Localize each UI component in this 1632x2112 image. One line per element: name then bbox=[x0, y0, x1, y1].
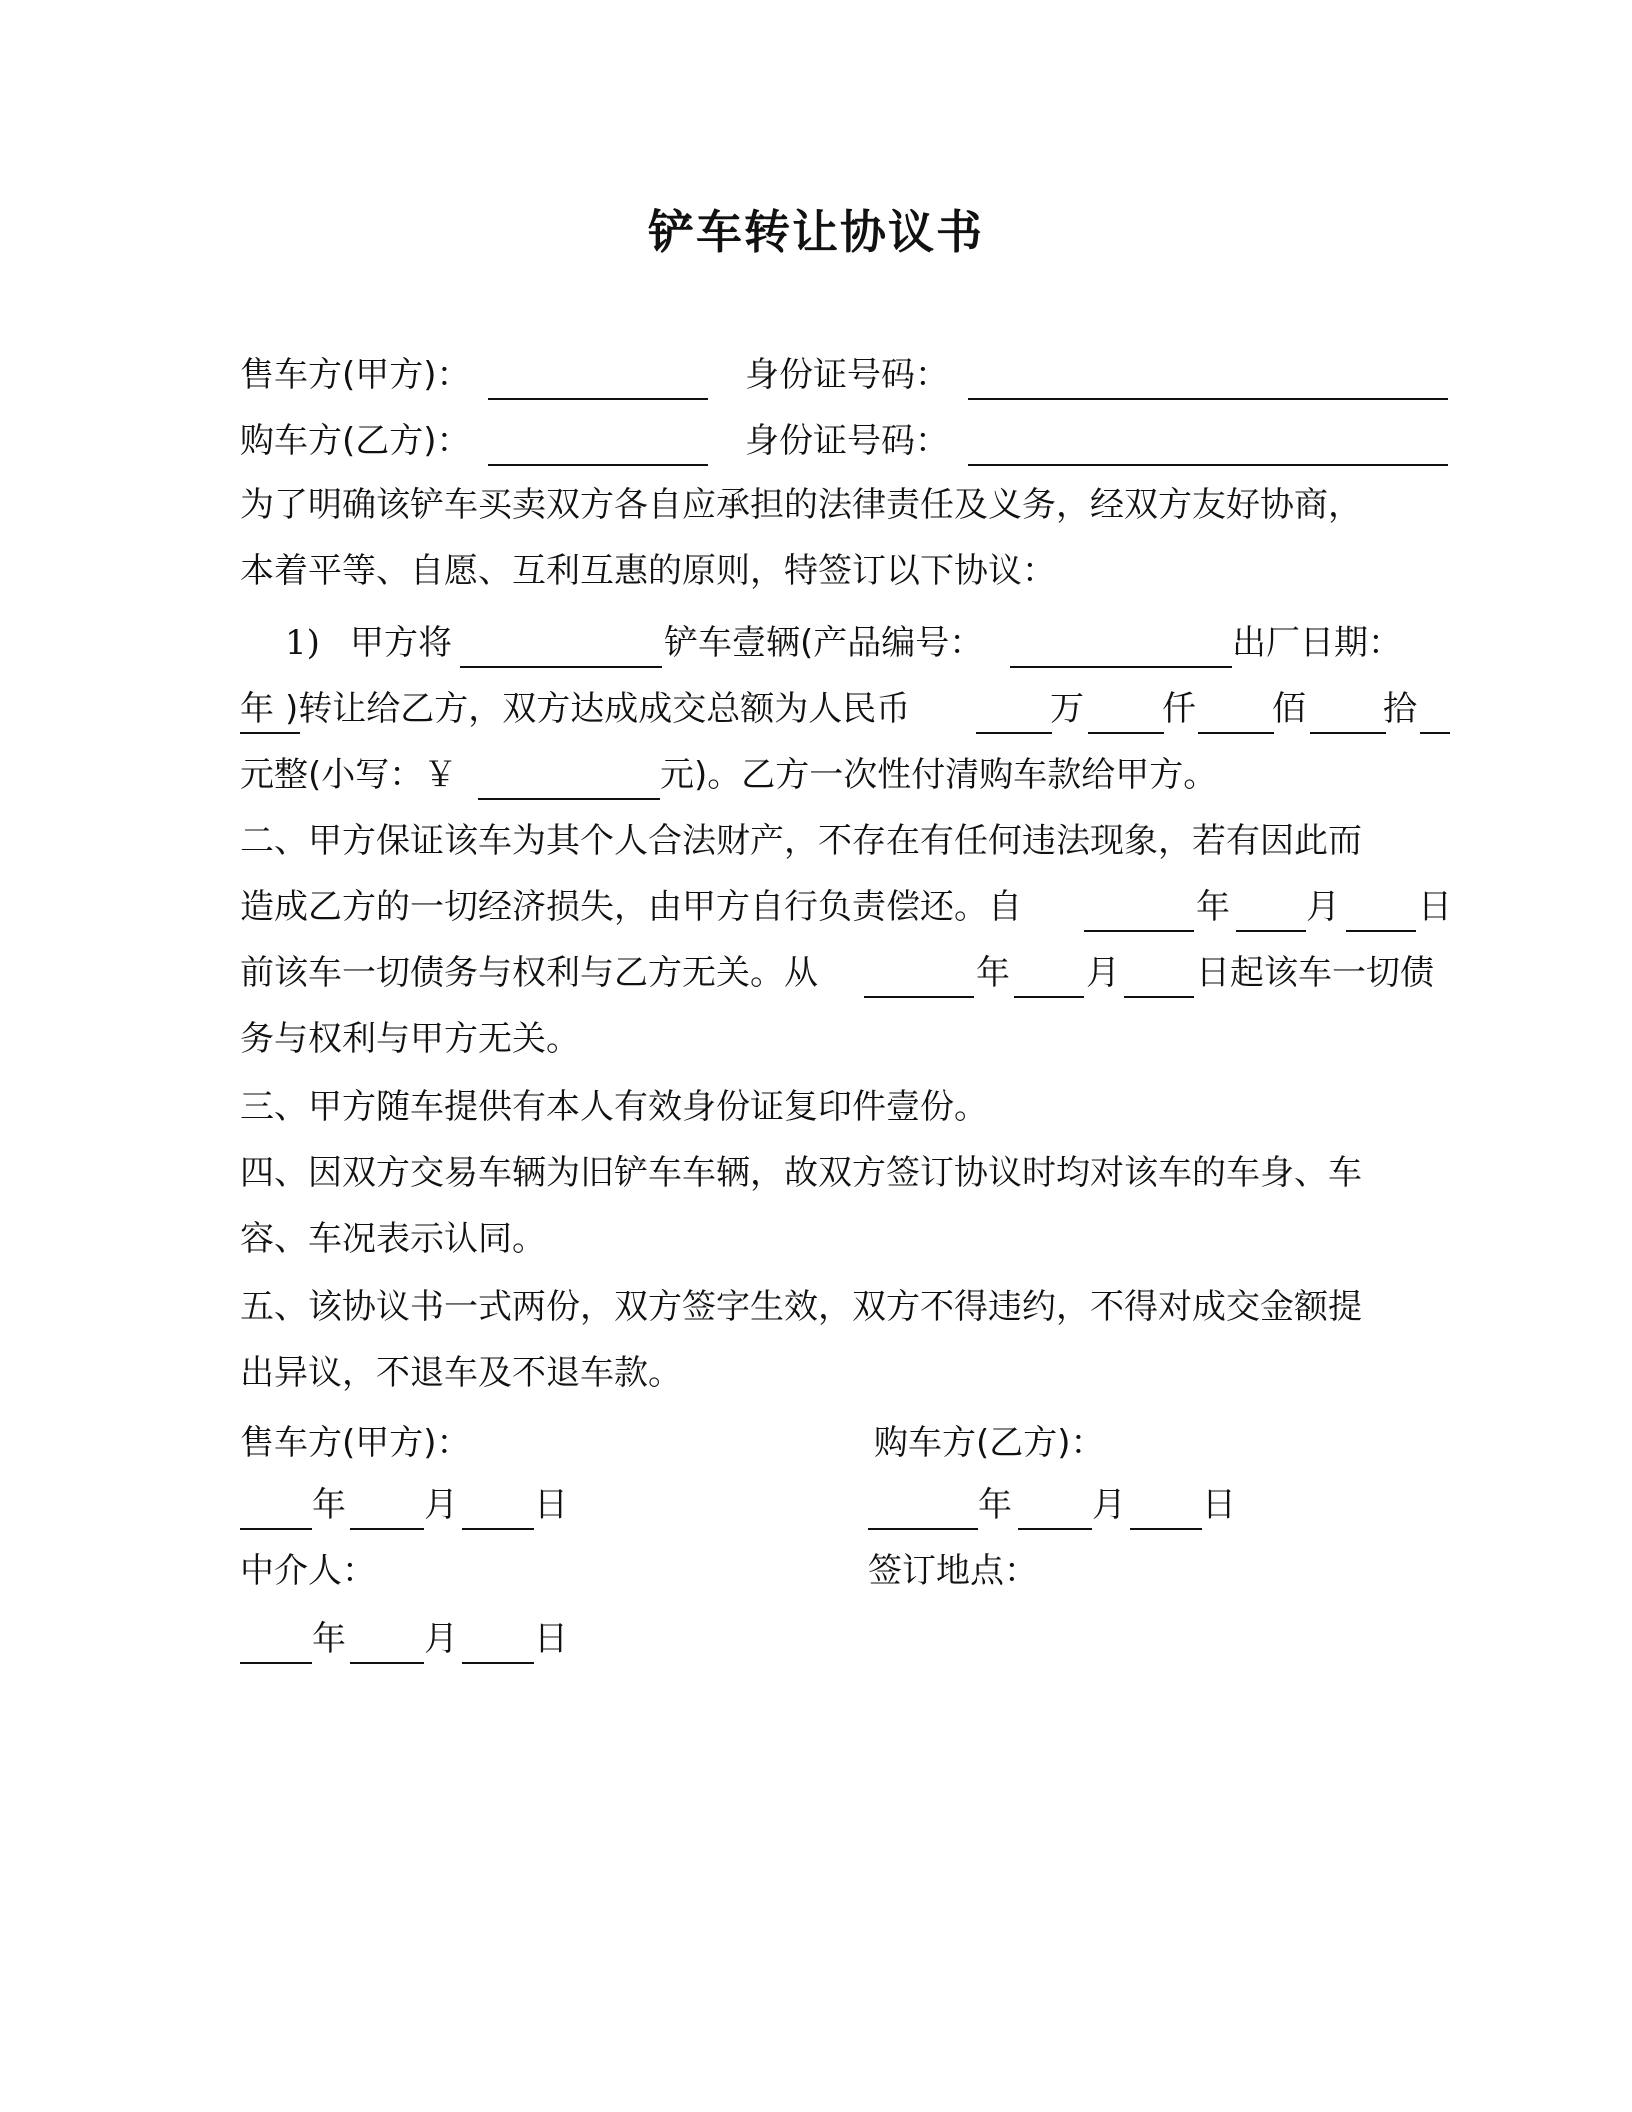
clause2-since-month-blank[interactable] bbox=[1014, 996, 1084, 998]
seller-year-label: 年 bbox=[312, 1485, 346, 1525]
signing-place-label: 签订地点： bbox=[868, 1551, 1038, 1591]
unit-shi: 拾 bbox=[1383, 689, 1417, 729]
seller-label: 售车方(甲方)： bbox=[240, 355, 471, 395]
seller-id-label: 身份证号码： bbox=[745, 355, 949, 395]
clause1-text-e: )转让给乙方，双方达成成交总额为人民币 bbox=[285, 689, 911, 729]
buyer-name-blank[interactable] bbox=[488, 464, 708, 466]
clause2-since-year-blank[interactable] bbox=[864, 996, 974, 998]
intro-line-2: 本着平等、自愿、互利互惠的原则，特签订以下协议： bbox=[240, 551, 1056, 591]
clause1-text-g: 元)。乙方一次性付清购车款给甲方。 bbox=[660, 755, 1218, 795]
seller-day-blank[interactable] bbox=[462, 1528, 534, 1530]
clause2-month-2: 月 bbox=[1086, 953, 1120, 993]
buyer-month-label: 月 bbox=[1092, 1485, 1126, 1525]
clause1-text-a: 甲方将 bbox=[350, 623, 452, 663]
clause2-line-3b: 日起该车一切债 bbox=[1196, 953, 1434, 993]
signature-seller-label: 售车方(甲方)： bbox=[240, 1423, 471, 1463]
seller-name-blank[interactable] bbox=[488, 398, 708, 400]
clause2-line-1: 二、甲方保证该车为其个人合法财产，不存在有任何违法现象，若有因此而 bbox=[240, 821, 1362, 861]
seller-id-blank[interactable] bbox=[968, 398, 1448, 400]
agent-year-blank[interactable] bbox=[240, 1662, 312, 1664]
signature-agent-label: 中介人： bbox=[240, 1551, 376, 1591]
buyer-year-blank[interactable] bbox=[868, 1528, 978, 1530]
clause5-line-2: 出异议，不退车及不退车款。 bbox=[240, 1353, 682, 1393]
clause4-line-2: 容、车况表示认同。 bbox=[240, 1219, 546, 1259]
clause5-line-1: 五、该协议书一式两份，双方签字生效，双方不得违约，不得对成交金额提 bbox=[240, 1287, 1362, 1327]
buyer-year-label: 年 bbox=[978, 1485, 1012, 1525]
clause4-line-1: 四、因双方交易车辆为旧铲车车辆，故双方签订协议时均对该车的车身、车 bbox=[240, 1153, 1362, 1193]
bai-blank[interactable] bbox=[1198, 732, 1274, 734]
buyer-id-blank[interactable] bbox=[968, 464, 1448, 466]
clause2-year-1: 年 bbox=[1196, 887, 1230, 927]
seller-day-label: 日 bbox=[534, 1485, 568, 1525]
vehicle-model-blank[interactable] bbox=[460, 666, 662, 668]
unit-bai: 佰 bbox=[1272, 689, 1306, 729]
clause2-from-day-blank[interactable] bbox=[1346, 930, 1416, 932]
unit-wan: 万 bbox=[1050, 689, 1084, 729]
clause2-year-2: 年 bbox=[976, 953, 1010, 993]
clause2-line-3a: 前该车一切债务与权利与乙方无关。从 bbox=[240, 953, 818, 993]
signature-buyer-label: 购车方(乙方)： bbox=[874, 1423, 1105, 1463]
agent-month-label: 月 bbox=[424, 1619, 458, 1659]
agent-day-label: 日 bbox=[534, 1619, 568, 1659]
clause3-text: 三、甲方随车提供有本人有效身份证复印件壹份。 bbox=[240, 1087, 988, 1127]
clause1-text-f: 元整(小写：￥ bbox=[240, 755, 458, 795]
clause2-day-1: 日 bbox=[1418, 887, 1452, 927]
agent-year-label: 年 bbox=[312, 1619, 346, 1659]
seller-month-label: 月 bbox=[424, 1485, 458, 1525]
qian-blank[interactable] bbox=[1088, 732, 1164, 734]
agent-month-blank[interactable] bbox=[350, 1662, 424, 1664]
wan-blank[interactable] bbox=[976, 732, 1052, 734]
clause2-from-month-blank[interactable] bbox=[1236, 930, 1306, 932]
clause2-line-4: 务与权利与甲方无关。 bbox=[240, 1019, 580, 1059]
buyer-day-label: 日 bbox=[1202, 1485, 1236, 1525]
clause1-year-label: 年 bbox=[240, 689, 274, 729]
clause2-since-day-blank[interactable] bbox=[1124, 996, 1194, 998]
clause1-number: 1) bbox=[285, 623, 320, 663]
document-title: 铲车转让协议书 bbox=[648, 205, 984, 259]
product-number-blank[interactable] bbox=[1010, 666, 1232, 668]
clause2-line-2: 造成乙方的一切经济损失，由甲方自行负责偿还。自 bbox=[240, 887, 1022, 927]
buyer-day-blank[interactable] bbox=[1130, 1528, 1202, 1530]
shi-blank[interactable] bbox=[1310, 732, 1386, 734]
agent-day-blank[interactable] bbox=[462, 1662, 534, 1664]
clause2-from-year-blank[interactable] bbox=[1084, 930, 1194, 932]
buyer-month-blank[interactable] bbox=[1018, 1528, 1092, 1530]
clause2-month-1: 月 bbox=[1306, 887, 1340, 927]
buyer-label: 购车方(乙方)： bbox=[240, 421, 471, 461]
amount-figure-blank[interactable] bbox=[478, 798, 660, 800]
seller-year-blank[interactable] bbox=[240, 1528, 312, 1530]
seller-month-blank[interactable] bbox=[350, 1528, 424, 1530]
buyer-id-label: 身份证号码： bbox=[745, 421, 949, 461]
clause1-text-c: 出厂日期： bbox=[1232, 623, 1402, 663]
unit-qian: 仟 bbox=[1162, 689, 1196, 729]
intro-line-1: 为了明确该铲车买卖双方各自应承担的法律责任及义务，经双方友好协商， bbox=[240, 485, 1362, 525]
clause1-text-b: 铲车壹辆(产品编号： bbox=[664, 623, 984, 663]
yuan-blank[interactable] bbox=[1420, 732, 1450, 734]
